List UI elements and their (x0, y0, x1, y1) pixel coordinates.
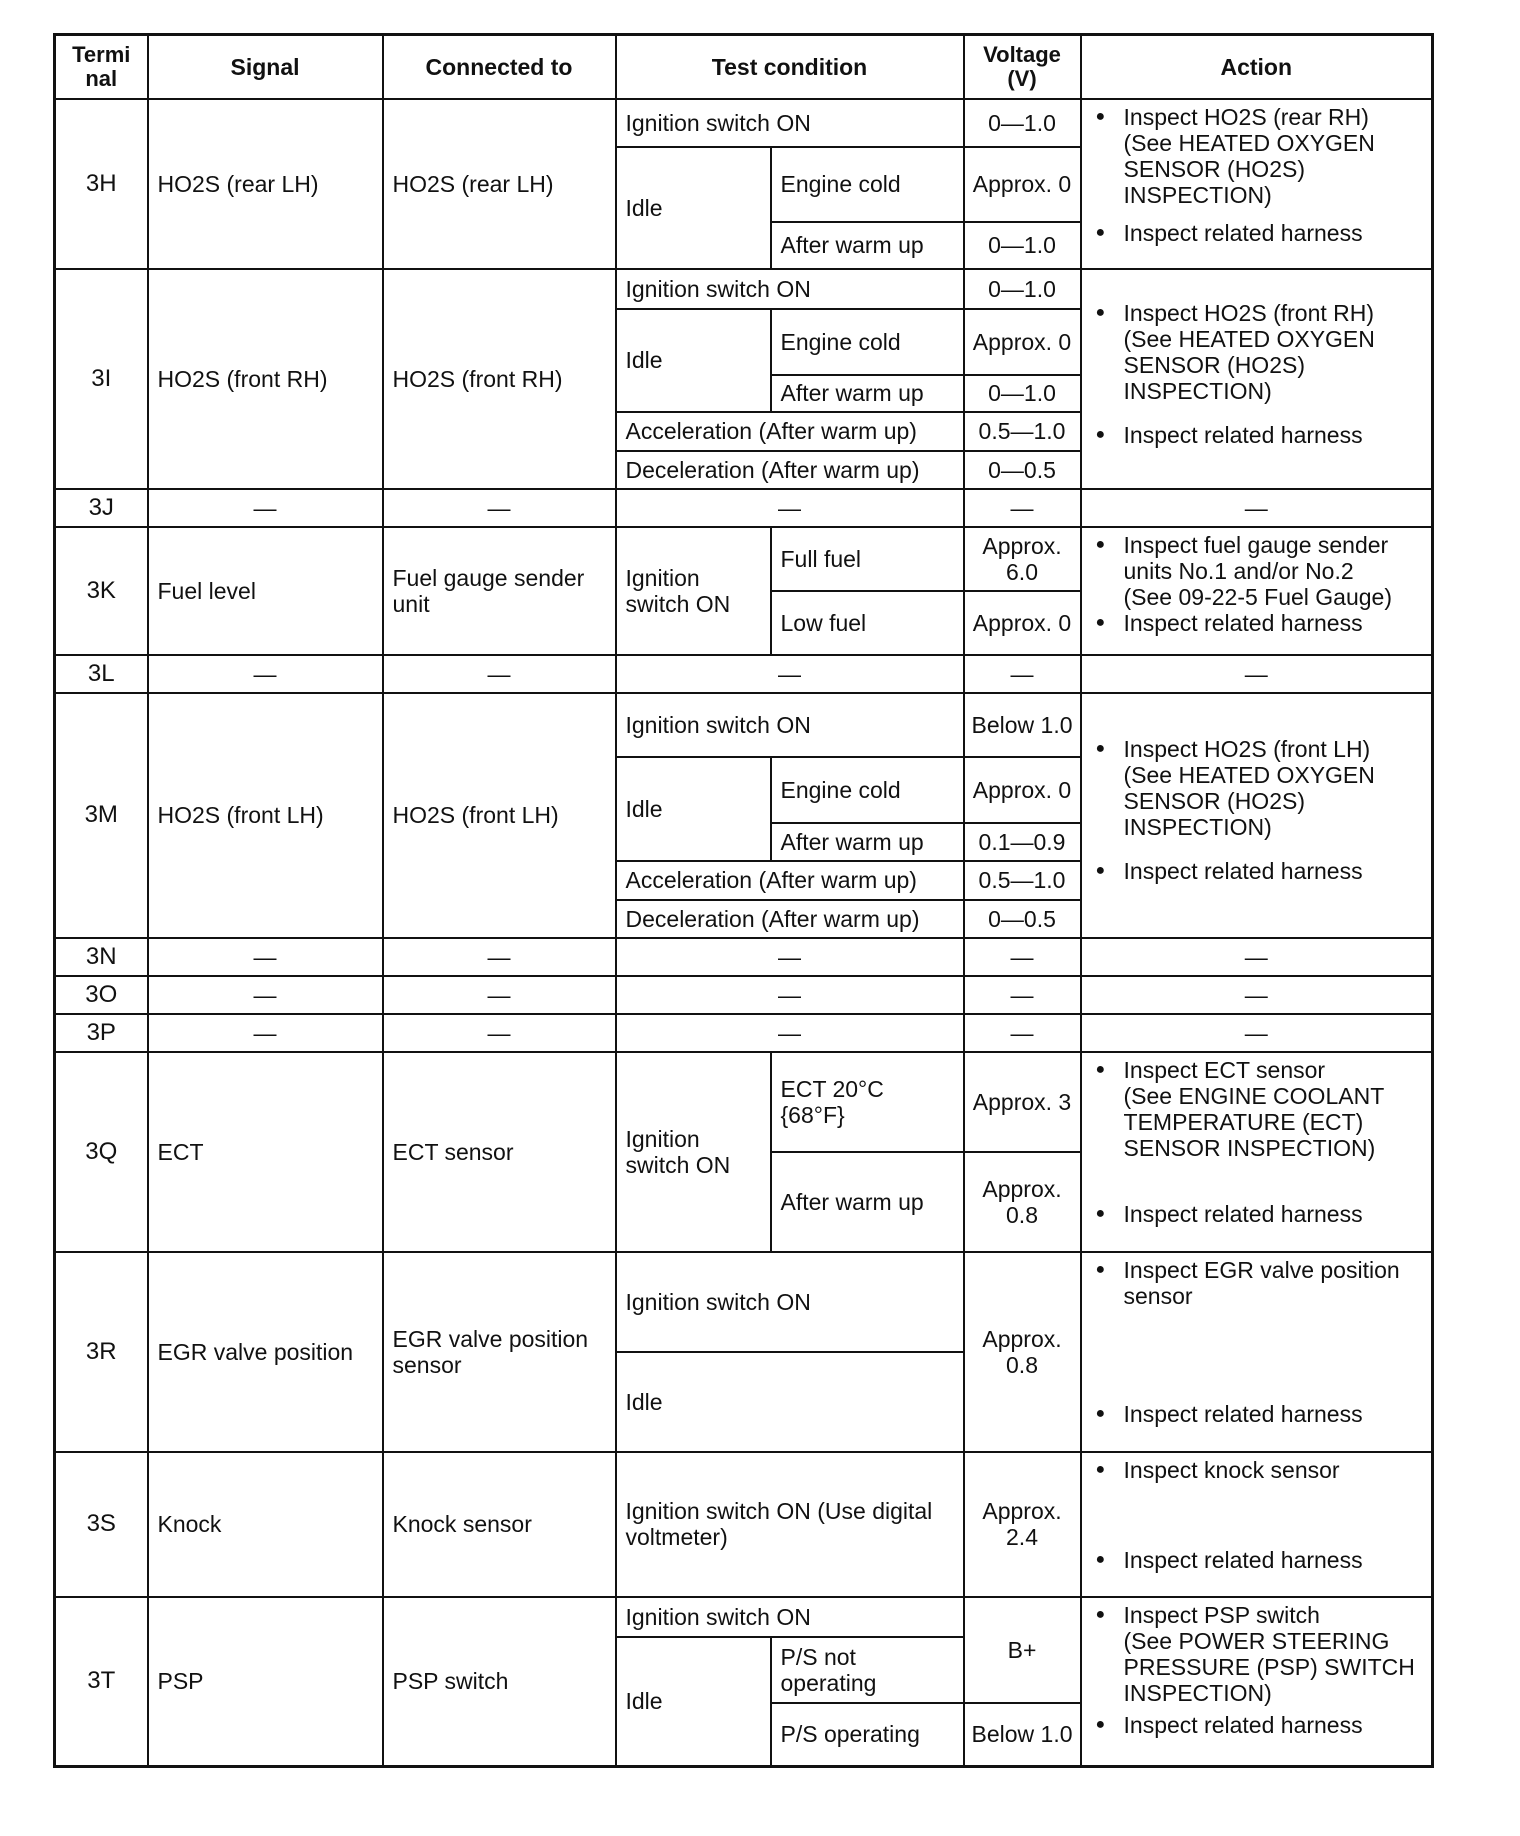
terminal-cell: 3R (55, 1252, 148, 1452)
terminal-cell: 3H (55, 99, 148, 269)
action-cell (1081, 1452, 1433, 1597)
test-condition-cell: After warm up (771, 375, 964, 412)
action-item: ● Inspect related harness (1094, 1712, 1424, 1738)
header-terminal: Termi nal (55, 35, 148, 99)
action-cell (1081, 99, 1433, 269)
test-condition-cell: Ignition switch ON (616, 693, 964, 757)
connected-to-cell: Fuel gauge sender unit (383, 527, 616, 655)
table-row (55, 1014, 1433, 1052)
test-condition-cell: — (616, 489, 964, 527)
test-condition-cell: Ignition switch ON (Use digital voltmeter) (616, 1452, 964, 1597)
voltage-cell: Approx. 0 (964, 309, 1081, 375)
action-reference: (See HEATED OXYGEN SENSOR (HO2S) INSPECTION) (1123, 325, 1375, 404)
action-cell: — (1081, 1014, 1433, 1052)
action-item: ● Inspect EGR valve position sensor (1094, 1257, 1424, 1309)
test-condition-cell: — (616, 976, 964, 1014)
action-reference: (See HEATED OXYGEN SENSOR (HO2S) INSPECTION) (1123, 761, 1375, 840)
test-condition-cell: Ignition switch ON (616, 99, 964, 147)
pcm-terminal-voltage-table-sheet (53, 33, 1431, 1768)
signal-cell: — (148, 489, 383, 527)
action-item: ● Inspect HO2S (front LH) (1094, 736, 1424, 762)
action-item: ● Inspect related harness (1094, 220, 1424, 246)
connected-to-cell: Knock sensor (383, 1452, 616, 1597)
signal-cell: HO2S (front RH) (148, 269, 383, 489)
voltage-cell: 0.5—1.0 (964, 861, 1081, 900)
test-condition-cell: Engine cold (771, 309, 964, 375)
test-condition-cell: Ignition switch ON (616, 269, 964, 309)
action-item: ● Inspect related harness (1094, 610, 1424, 636)
action-item: ● Inspect HO2S (rear RH) (1094, 104, 1424, 130)
terminal-cell: 3P (55, 1014, 148, 1052)
action-cell (1081, 693, 1433, 938)
header-test-condition: Test condition (616, 35, 964, 99)
connected-to-cell: EGR valve position sensor (383, 1252, 616, 1452)
voltage-cell: 0.1—0.9 (964, 823, 1081, 861)
action-cell (1081, 527, 1433, 655)
action-item: ● Inspect PSP switch (1094, 1602, 1424, 1628)
table-row (55, 1052, 1433, 1152)
action-reference: (See ENGINE COOLANT TEMPERATURE (ECT) SENSOR INSPECTION) (1123, 1082, 1384, 1161)
connected-to-cell: PSP switch (383, 1597, 616, 1767)
header-connected-to: Connected to (383, 35, 616, 99)
action-item: ● Inspect related harness (1094, 1201, 1424, 1227)
signal-cell: ECT (148, 1052, 383, 1252)
voltage-cell: Approx. 6.0 (964, 527, 1081, 591)
connected-to-cell: — (383, 976, 616, 1014)
table-row (55, 693, 1433, 757)
signal-cell: EGR valve position (148, 1252, 383, 1452)
signal-cell: HO2S (rear LH) (148, 99, 383, 269)
signal-cell: — (148, 938, 383, 976)
action-cell (1081, 269, 1433, 489)
table-row (55, 1252, 1433, 1352)
action-cell (1081, 1052, 1433, 1252)
test-condition-cell: P/S operating (771, 1703, 964, 1767)
connected-to-cell: HO2S (rear LH) (383, 99, 616, 269)
connected-to-cell: — (383, 655, 616, 693)
signal-cell: HO2S (front LH) (148, 693, 383, 938)
test-condition-cell: After warm up (771, 1152, 964, 1252)
test-condition-group-cell: Ignition switch ON (616, 1052, 771, 1252)
action-item: ● Inspect ECT sensor (1094, 1057, 1424, 1083)
terminal-cell: 3K (55, 527, 148, 655)
signal-cell: — (148, 1014, 383, 1052)
test-condition-group-cell: Idle (616, 147, 771, 269)
test-condition-cell: P/S not operating (771, 1637, 964, 1703)
terminal-cell: 3T (55, 1597, 148, 1767)
voltage-cell: 0—0.5 (964, 900, 1081, 938)
action-item: ● Inspect related harness (1094, 1547, 1424, 1573)
test-condition-cell: Ignition switch ON (616, 1597, 964, 1637)
test-condition-group-cell: Idle (616, 1637, 771, 1767)
terminal-cell: 3I (55, 269, 148, 489)
connected-to-cell: HO2S (front LH) (383, 693, 616, 938)
test-condition-cell: Deceleration (After warm up) (616, 900, 964, 938)
table-row (55, 527, 1433, 591)
table-row (55, 938, 1433, 976)
header-signal: Signal (148, 35, 383, 99)
terminal-voltage-table (53, 33, 1434, 1768)
table-row (55, 489, 1433, 527)
test-condition-cell: Deceleration (After warm up) (616, 451, 964, 489)
voltage-cell: Approx. 0 (964, 591, 1081, 655)
table-row (55, 99, 1433, 147)
action-reference: (See POWER STEERING PRESSURE (PSP) SWITCH INSPECTION) (1123, 1627, 1415, 1706)
test-condition-cell: Ignition switch ON (616, 1252, 964, 1352)
action-cell: — (1081, 655, 1433, 693)
action-cell (1081, 1597, 1433, 1767)
test-condition-cell: ECT 20°C {68°F} (771, 1052, 964, 1152)
terminal-cell: 3O (55, 976, 148, 1014)
header-row (55, 35, 1433, 99)
voltage-cell: B+ (964, 1597, 1081, 1703)
table-row (55, 1452, 1433, 1597)
test-condition-group-cell: Idle (616, 309, 771, 412)
voltage-cell: — (964, 489, 1081, 527)
terminal-cell: 3N (55, 938, 148, 976)
voltage-cell: — (964, 655, 1081, 693)
connected-to-cell: ECT sensor (383, 1052, 616, 1252)
test-condition-cell: After warm up (771, 222, 964, 269)
test-condition-cell: Acceleration (After warm up) (616, 861, 964, 900)
voltage-cell: — (964, 976, 1081, 1014)
action-cell: — (1081, 938, 1433, 976)
terminal-cell: 3M (55, 693, 148, 938)
connected-to-cell: HO2S (front RH) (383, 269, 616, 489)
test-condition-cell: — (616, 1014, 964, 1052)
voltage-cell: 0—0.5 (964, 451, 1081, 489)
test-condition-cell: Engine cold (771, 147, 964, 222)
signal-cell: Knock (148, 1452, 383, 1597)
terminal-cell: 3Q (55, 1052, 148, 1252)
connected-to-cell: — (383, 489, 616, 527)
voltage-cell: Approx. 0.8 (964, 1152, 1081, 1252)
table-row (55, 655, 1433, 693)
signal-cell: PSP (148, 1597, 383, 1767)
voltage-cell: Approx. 3 (964, 1052, 1081, 1152)
signal-cell: — (148, 655, 383, 693)
action-item: ● Inspect knock sensor (1094, 1457, 1424, 1483)
header-voltage: Voltage (V) (964, 35, 1081, 99)
voltage-cell: 0—1.0 (964, 222, 1081, 269)
test-condition-group-cell: Idle (616, 757, 771, 861)
voltage-cell: 0—1.0 (964, 269, 1081, 309)
test-condition-cell: Acceleration (After warm up) (616, 412, 964, 451)
header-action: Action (1081, 35, 1433, 99)
signal-cell: Fuel level (148, 527, 383, 655)
action-item: ● Inspect fuel gauge sender units No.1 and/or No.2 (1094, 532, 1424, 584)
test-condition-cell: Full fuel (771, 527, 964, 591)
action-item: ● Inspect HO2S (front RH) (1094, 300, 1424, 326)
voltage-cell: 0—1.0 (964, 375, 1081, 412)
voltage-cell: Approx. 0 (964, 147, 1081, 222)
test-condition-cell: — (616, 938, 964, 976)
table-row (55, 269, 1433, 309)
action-item: ● Inspect related harness (1094, 422, 1424, 448)
voltage-cell: Approx. 2.4 (964, 1452, 1081, 1597)
terminal-cell: 3S (55, 1452, 148, 1597)
action-cell: — (1081, 976, 1433, 1014)
action-item: ● Inspect related harness (1094, 858, 1424, 884)
test-condition-group-cell: Ignition switch ON (616, 527, 771, 655)
terminal-cell: 3J (55, 489, 148, 527)
action-cell: — (1081, 489, 1433, 527)
test-condition-cell: Idle (616, 1352, 964, 1452)
action-item: ● Inspect related harness (1094, 1401, 1424, 1427)
test-condition-cell: Engine cold (771, 757, 964, 823)
voltage-cell: Below 1.0 (964, 1703, 1081, 1767)
table-row (55, 1597, 1433, 1637)
signal-cell: — (148, 976, 383, 1014)
test-condition-cell: Low fuel (771, 591, 964, 655)
voltage-cell: 0—1.0 (964, 99, 1081, 147)
test-condition-cell: After warm up (771, 823, 964, 861)
voltage-cell: Approx. 0 (964, 757, 1081, 823)
connected-to-cell: — (383, 938, 616, 976)
voltage-cell: — (964, 938, 1081, 976)
voltage-cell: 0.5—1.0 (964, 412, 1081, 451)
voltage-cell: Approx. 0.8 (964, 1252, 1081, 1452)
terminal-cell: 3L (55, 655, 148, 693)
table-row (55, 976, 1433, 1014)
action-reference: (See HEATED OXYGEN SENSOR (HO2S) INSPECTION) (1123, 129, 1375, 208)
voltage-cell: Below 1.0 (964, 693, 1081, 757)
voltage-cell: — (964, 1014, 1081, 1052)
connected-to-cell: — (383, 1014, 616, 1052)
action-reference: (See 09-22-5 Fuel Gauge) (1123, 583, 1393, 610)
action-cell (1081, 1252, 1433, 1452)
test-condition-cell: — (616, 655, 964, 693)
